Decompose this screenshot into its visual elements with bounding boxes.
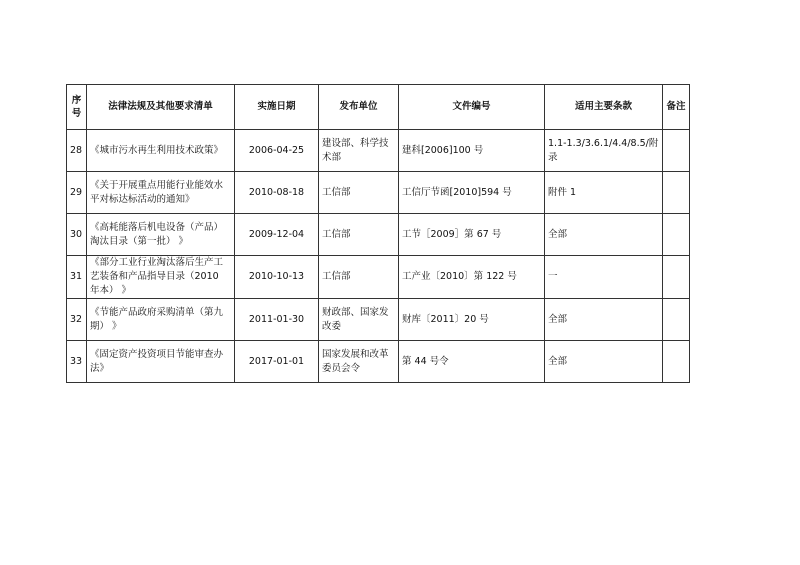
row-issuer: 工信部 <box>319 172 399 214</box>
table-row <box>67 299 690 341</box>
header-seq-line2: 号 <box>71 108 82 119</box>
regulations-table <box>66 84 690 383</box>
row-issuer: 国家发展和改革委员会令 <box>319 341 399 383</box>
header-seq <box>67 85 87 130</box>
row-date: 2006-04-25 <box>235 130 319 172</box>
row-date: 2010-08-18 <box>235 172 319 214</box>
row-doc-no: 工产业〔2010〕第 122 号 <box>399 256 545 299</box>
row-date: 2010-10-13 <box>235 256 319 299</box>
row-date: 2017-01-01 <box>235 341 319 383</box>
header-issuer: 发布单位 <box>319 85 399 130</box>
row-law-title: 《节能产品政府采购清单（第九期） 》 <box>87 299 235 341</box>
row-issuer: 建设部、科学技术部 <box>319 130 399 172</box>
row-clauses: 附件 1 <box>545 172 663 214</box>
row-remarks <box>663 214 690 256</box>
row-number: 29 <box>67 172 87 214</box>
row-issuer: 财政部、国家发改委 <box>319 299 399 341</box>
row-clauses: 全部 <box>545 341 663 383</box>
row-number: 33 <box>67 341 87 383</box>
row-clauses: 1.1-1.3/3.6.1/4.4/8.5/附录 <box>545 130 663 172</box>
row-remarks <box>663 172 690 214</box>
row-issuer: 工信部 <box>319 256 399 299</box>
row-doc-no: 第 44 号令 <box>399 341 545 383</box>
row-remarks <box>663 130 690 172</box>
header-doc-no: 文件编号 <box>399 85 545 130</box>
row-law-title: 《固定资产投资项目节能审查办法》 <box>87 341 235 383</box>
table-row <box>67 172 690 214</box>
row-number: 31 <box>67 256 87 299</box>
row-date: 2009-12-04 <box>235 214 319 256</box>
row-date: 2011-01-30 <box>235 299 319 341</box>
table-header-row <box>67 85 690 130</box>
header-seq-line1: 序 <box>71 95 82 106</box>
row-law-title: 《城市污水再生利用技术政策》 <box>87 130 235 172</box>
table-row <box>67 214 690 256</box>
header-clauses: 适用主要条款 <box>545 85 663 130</box>
header-law: 法律法规及其他要求清单 <box>87 85 235 130</box>
row-clauses: 全部 <box>545 214 663 256</box>
row-number: 32 <box>67 299 87 341</box>
header-date: 实施日期 <box>235 85 319 130</box>
row-clauses: 一 <box>545 256 663 299</box>
row-law-title: 《关于开展重点用能行业能效水平对标达标活动的通知》 <box>87 172 235 214</box>
row-remarks <box>663 256 690 299</box>
table-row <box>67 130 690 172</box>
table-row <box>67 341 690 383</box>
row-number: 28 <box>67 130 87 172</box>
header-remarks: 备注 <box>663 85 690 130</box>
row-clauses: 全部 <box>545 299 663 341</box>
row-law-title: 《高耗能落后机电设备（产品）淘汰目录（第一批） 》 <box>87 214 235 256</box>
table-row <box>67 256 690 299</box>
row-number: 30 <box>67 214 87 256</box>
row-remarks <box>663 341 690 383</box>
row-doc-no: 财库〔2011〕20 号 <box>399 299 545 341</box>
row-doc-no: 工节［2009］第 67 号 <box>399 214 545 256</box>
row-issuer: 工信部 <box>319 214 399 256</box>
row-law-title: 《部分工业行业淘汰落后生产工艺装备和产品指导目录（2010 年本） 》 <box>87 256 235 299</box>
row-doc-no: 工信厅节函[2010]594 号 <box>399 172 545 214</box>
row-remarks <box>663 299 690 341</box>
row-doc-no: 建科[2006]100 号 <box>399 130 545 172</box>
